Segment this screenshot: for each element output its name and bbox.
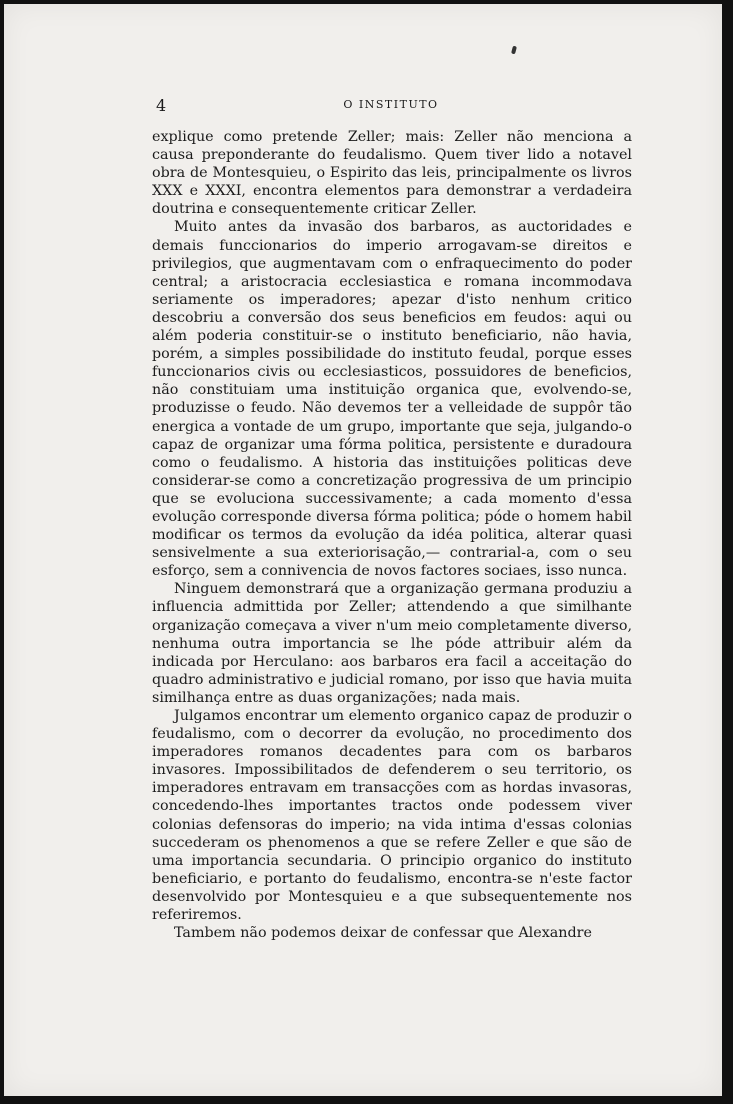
paragraph-2: Muito antes da invasão dos barbaros, as auctoridades e demais funccionarios do imperio arrogavam-se direitos e privilegios, que augmentavam com o enfraquecimento do poder central; a aristocracia ecclesiastica e romana incommodava seriamente os imperadores; apezar d'isto nenhum critico descobriu a conversão dos seus beneficios em feudos: aqui ou além poderia constituir-se o instituto beneficiario, não havia, porém, a simples possibilidade do instituto feudal, porque esses funccionarios civis ou ecclesiasticos, possuidores de beneficios, não constituiam uma instituição organica que, evolvendo-se, produzisse o feudo. Não devemos ter a velleidade de suppôr tão energica a vontade de um grupo, importante que seja, julgando-o capaz de organizar uma fórma politica, persistente e duradoura como o feudalismo. A historia das instituições politicas deve considerar-se como a concretização progressiva de um principio que se evoluciona successivamente; a cada momento d'essa evolução corresponde diversa fórma politica; póde o homem habil modificar os termos da evolução da idéa politica, alterar quasi sensivelmente a sua exteriorisação,— contrarial-a, com o seu esforço, sem a connivencia de novos factores sociaes, isso nunca. (152, 219, 632, 580)
ink-speck (511, 46, 517, 55)
body-text (152, 128, 632, 942)
running-title: O INSTITUTO (343, 98, 439, 111)
paragraph-4: Julgamos encontrar um elemento organico capaz de produzir o feudalismo, com o decorrer da evolução, no procedimento dos imperadores romanos decadentes para com os barbaros invasores. Impossibilitados de defenderem o seu territorio, os imperadores entravam em transacções com as hordas invasoras, concedendo-lhes importantes tractos onde podessem viver colonias defensoras do imperio; na vida intima d'essas colonias succederam os phenomenos a que se refere Zeller e que são de uma importancia secundaria. O principio organico do instituto beneficiario, e portanto do feudalismo, encontra-se n'este factor desenvolvido por Montesquieu e a que subsequentemente nos referiremos. (152, 708, 632, 924)
book-page (4, 4, 722, 1096)
page-number: 4 (156, 96, 167, 115)
paragraph-5: Tambem não podemos deixar de confessar que Alexandre (174, 925, 592, 942)
paragraph-3: Ninguem demonstrará que a organização germana produziu a influencia admittida por Zeller; attendendo a que similhante organização começava a viver n'um meio completamente diverso, nenhuma outra importancia se lhe póde attribuir além da indicada por Herculano: aos barbaros era facil a acceitação do quadro administrativo e judicial romano, por isso que havia muita similhança entre as duas organizações; nada mais. (152, 581, 632, 706)
page-header (146, 96, 636, 116)
paragraph-1: explique como pretende Zeller; mais: Zeller não menciona a causa preponderante do feudalismo. Quem tiver lido a notavel obra de Montesquieu, o Espirito das leis, principalmente os livros XXX e XXXI, encontra elementos para demonstrar a verdadeira doutrina e consequentemente criticar Zeller. (152, 129, 632, 218)
